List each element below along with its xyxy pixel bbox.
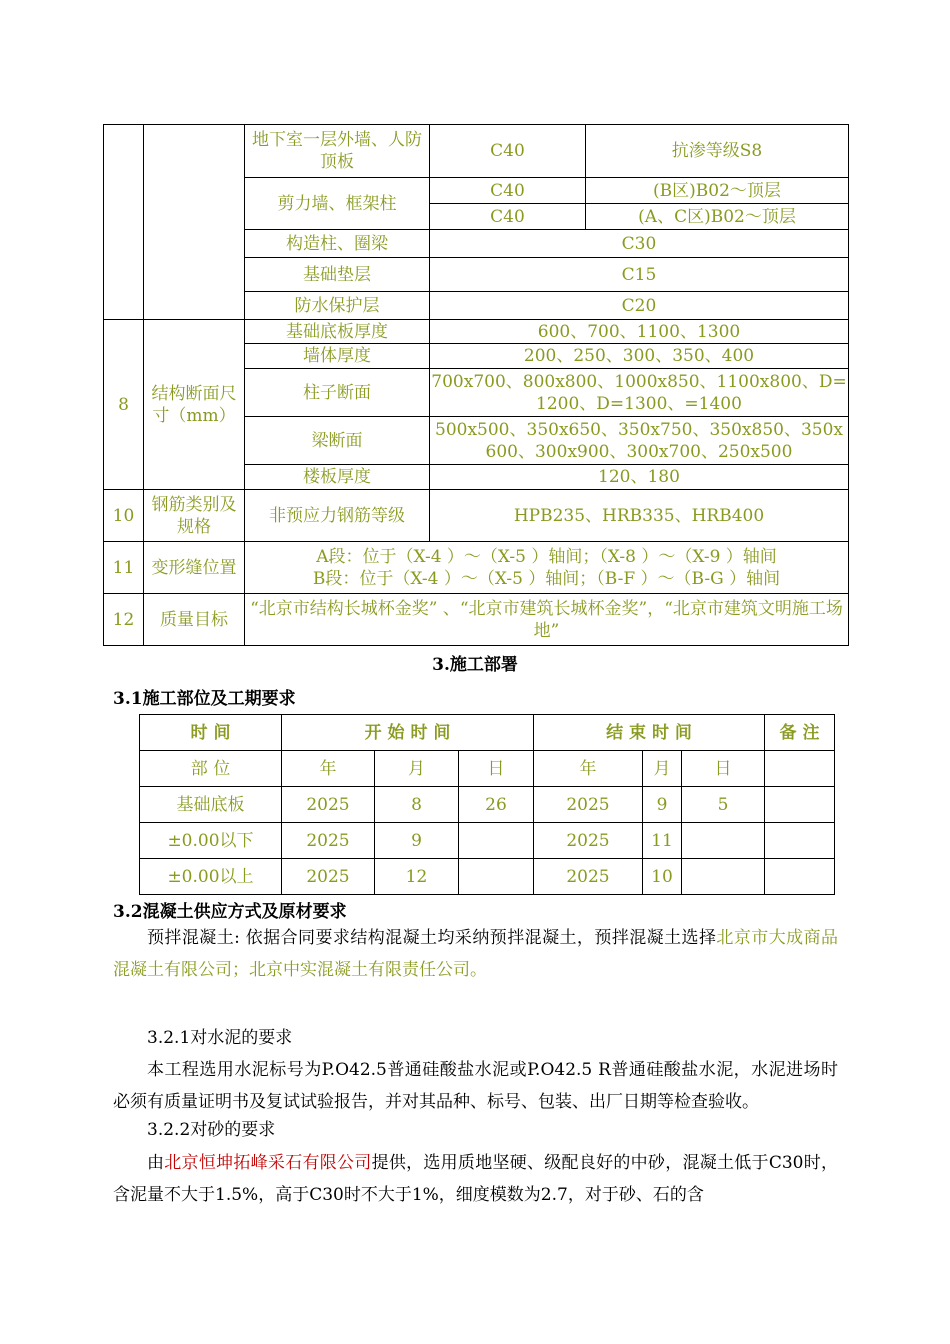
end-month: 11 [643,823,682,859]
note-cell: (A、C区)B02～顶层 [586,204,849,230]
start-day [459,823,534,859]
start-day [459,859,534,895]
value-cell: 200、250、300、350、400 [430,344,849,369]
value-cell: 500x500、350x650、350x750、350x850、350x600、300x900、300x700、250x500 [430,417,849,465]
value-cell [245,542,849,594]
remark-cell [765,859,835,895]
end-year: 2025 [534,859,643,895]
header-start: 开 始 时 间 [282,715,534,751]
table-row [140,787,835,823]
note-cell: 抗渗等级S8 [586,125,849,178]
empty-cell [765,751,835,787]
grade-cell: C40 [430,204,586,230]
start-day: 26 [459,787,534,823]
subheader-day: 日 [459,751,534,787]
subheader-part: 部 位 [140,751,282,787]
section-number: 11 [104,542,144,594]
subsection-title: 3.1施工部位及工期要求 [113,689,296,709]
value-cell: 700x700、800x800、1000x850、1100x800、D=1200、D=1300、=1400 [430,369,849,417]
paragraph-text: 由 [147,1153,165,1173]
joint-line-a: A段：位于（X-4 ）～（X-5 ）轴间；（X-8 ）～（X-9 ）轴间 [316,546,777,567]
remark-cell [765,823,835,859]
supplier-names: 北京市大成商品混凝土有限公司；北京中实混凝土有限责任公司。 [113,928,839,980]
part-cell: 地下室一层外墙、人防顶板 [245,125,430,178]
grade-cell: C30 [430,230,849,258]
part-cell: 剪力墙、框架柱 [245,178,430,230]
grade-cell: C40 [430,125,586,178]
end-day [682,823,765,859]
structure-table [103,124,849,646]
part-cell: ±0.00以上 [140,859,282,895]
part-cell: ±0.00以下 [140,823,282,859]
value-cell: 120、180 [430,465,849,490]
subheader-year: 年 [534,751,643,787]
note-cell: (B区)B02～顶层 [586,178,849,204]
value-cell: 600、700、1100、1300 [430,320,849,344]
end-year: 2025 [534,823,643,859]
value-cell: HPB235、HRB335、HRB400 [430,490,849,542]
part-cell: 基础底板 [140,787,282,823]
supplier-name: 北京恒坤拓峰采石有限公司 [164,1153,372,1173]
subheader-month: 月 [375,751,459,787]
start-year: 2025 [282,823,375,859]
header-end: 结 束 时 间 [534,715,765,751]
grade-cell: C15 [430,258,849,292]
paragraph-text: 预拌混凝土: 依据合同要求结构混凝土均采纳预拌混凝土，预拌混凝土选择 [147,928,717,948]
paragraph-text: 提供，选用质地坚硬、级配良好的中砂，混凝土低于C30时，含泥量不大于1.5%，高于C30时不大于1%，细度模数为2.7，对于砂、石的含 [113,1153,839,1205]
remark-cell [765,787,835,823]
table-row [140,859,835,895]
start-month: 8 [375,787,459,823]
subsection-title: 3.2.2对砂的要求 [147,1120,276,1140]
start-month: 12 [375,859,459,895]
start-year: 2025 [282,859,375,895]
section-label: 变形缝位置 [144,542,245,594]
item-cell: 柱子断面 [245,369,430,417]
item-cell: 非预应力钢筋等级 [245,490,430,542]
paragraph-concrete [113,922,838,986]
subheader-day: 日 [682,751,765,787]
section-label: 结构断面尺寸（mm） [144,320,245,490]
paragraph-cement: 本工程选用水泥标号为P.O42.5普通硅酸盐水泥或P.O42.5 R普通硅酸盐水泥，水泥进场时必须有质量证明书及复试试验报告，并对其品种、标号、包装、出厂日期等检查验收。 [113,1060,838,1112]
joint-line-b: B段：位于（X-4 ）～（X-5 ）轴间；（B-F ）～（B-G ）轴间 [312,568,781,589]
section-number: 12 [104,594,144,646]
subheader-month: 月 [643,751,682,787]
item-cell: 梁断面 [245,417,430,465]
section-number: 8 [104,320,144,490]
value-cell: “北京市结构长城杯金奖” 、“北京市建筑长城杯金奖”，“北京市建筑文明施工场地” [245,594,849,646]
section-title: 3.施工部署 [432,655,518,675]
section-label: 质量目标 [144,594,245,646]
grade-cell: C40 [430,178,586,204]
schedule-table [139,714,835,895]
end-day: 5 [682,787,765,823]
end-month: 9 [643,787,682,823]
start-year: 2025 [282,787,375,823]
end-year: 2025 [534,787,643,823]
part-cell: 构造柱、圈梁 [245,230,430,258]
header-remark: 备 注 [765,715,835,751]
section-label: 钢筋类别及规格 [144,490,245,542]
empty-label-cell [144,125,245,320]
end-day [682,859,765,895]
grade-cell: C20 [430,292,849,320]
paragraph-sand [113,1147,838,1211]
header-time: 时 间 [140,715,282,751]
item-cell: 基础底板厚度 [245,320,430,344]
part-cell: 基础垫层 [245,258,430,292]
end-month: 10 [643,859,682,895]
table-row [140,823,835,859]
item-cell: 楼板厚度 [245,465,430,490]
part-cell: 防水保护层 [245,292,430,320]
subsection-title: 3.2混凝土供应方式及原材要求 [113,902,347,922]
section-number: 10 [104,490,144,542]
empty-num-cell [104,125,144,320]
item-cell: 墙体厚度 [245,344,430,369]
subsection-title: 3.2.1对水泥的要求 [147,1028,293,1048]
subheader-year: 年 [282,751,375,787]
start-month: 9 [375,823,459,859]
